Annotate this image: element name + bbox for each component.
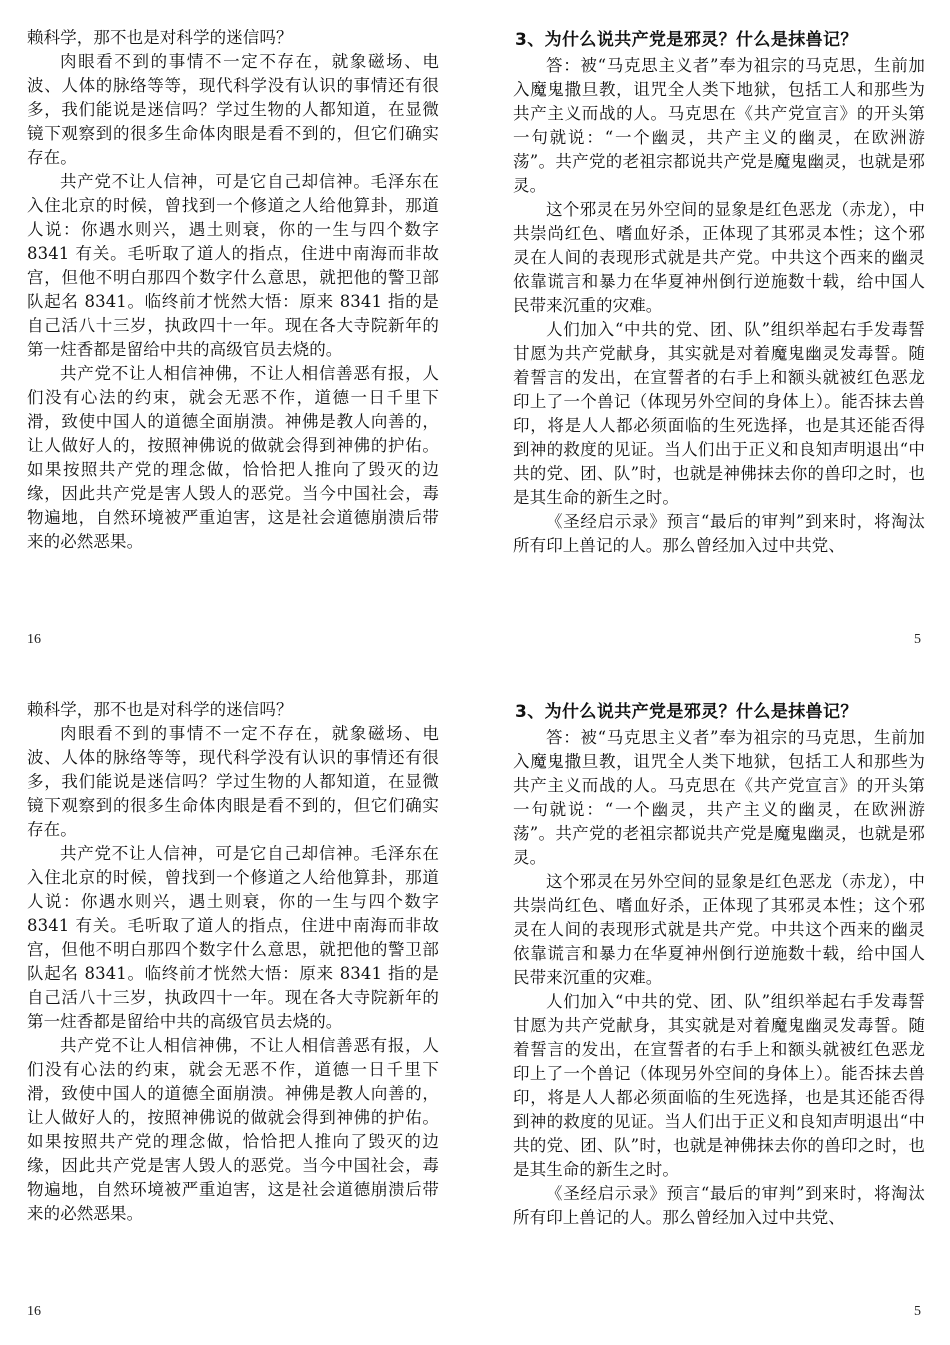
- right-page: [513, 698, 925, 1230]
- left-page: [27, 698, 439, 1226]
- body-paragraph: 答：被“马克思主义者”奉为祖宗的马克思，生前加入魔鬼撒旦教，诅咒全人类下地狱，包括工人和那些为共产主义而战的人。马克思在《共产党宣言》的开头第一句就说：“一个幽灵，共产主义的幽灵，在欧洲游荡”。共产党的老祖宗都说共产党是魔鬼幽灵，也就是邪灵。: [513, 56, 925, 195]
- body-paragraph: 共产党不让人信神，可是它自己却信神。毛泽东在入住北京的时候，曾找到一个修道之人给他算卦，那道人说：你遇水则兴，遇土则衰，你的一生与四个数字 8341 有关。毛听取了道人的指点，住进中南海而非故宫，但他不明白那四个数字什么意思，就把他的警卫部队起名 8341。临终前才恍然大悟：原来 8341 指的是自己活八十三岁，执政四十一年。现在各大寺院新年的第一炷香都是留给中共的高级官员去烧的。: [27, 844, 439, 1031]
- page-number-left: 16: [27, 632, 41, 647]
- booklet-spread-bottom: [0, 672, 950, 1344]
- page-number-right: 5: [914, 1304, 921, 1319]
- body-paragraph: 这个邪灵在另外空间的显象是红色恶龙（赤龙），中共崇尚红色、嗜血好杀，正体现了其邪灵本性；这个邪灵在人间的表现形式就是共产党。中共这个西来的幽灵依靠谎言和暴力在华夏神州倒行逆施数十载，给中国人民带来沉重的灾难。: [513, 872, 925, 987]
- body-paragraph: 共产党不让人信神，可是它自己却信神。毛泽东在入住北京的时候，曾找到一个修道之人给他算卦，那道人说：你遇水则兴，遇土则衰，你的一生与四个数字 8341 有关。毛听取了道人的指点，住进中南海而非故宫，但他不明白那四个数字什么意思，就把他的警卫部队起名 8341。临终前才恍然大悟：原来 8341 指的是自己活八十三岁，执政四十一年。现在各大寺院新年的第一炷香都是留给中共的高级官员去烧的。: [27, 172, 439, 359]
- booklet-spread-top: [0, 0, 950, 672]
- body-paragraph: 这个邪灵在另外空间的显象是红色恶龙（赤龙），中共崇尚红色、嗜血好杀，正体现了其邪灵本性；这个邪灵在人间的表现形式就是共产党。中共这个西来的幽灵依靠谎言和暴力在华夏神州倒行逆施数十载，给中国人民带来沉重的灾难。: [513, 200, 925, 315]
- body-paragraph: 《圣经启示录》预言“最后的审判”到来时，将淘汰所有印上兽记的人。那么曾经加入过中共党、: [513, 1184, 925, 1227]
- page-number-right: 5: [914, 632, 921, 647]
- body-paragraph: 答：被“马克思主义者”奉为祖宗的马克思，生前加入魔鬼撒旦教，诅咒全人类下地狱，包括工人和那些为共产主义而战的人。马克思在《共产党宣言》的开头第一句就说：“一个幽灵，共产主义的幽灵，在欧洲游荡”。共产党的老祖宗都说共产党是魔鬼幽灵，也就是邪灵。: [513, 728, 925, 867]
- body-paragraph: 人们加入“中共的党、团、队”组织举起右手发毒誓甘愿为共产党献身，其实就是对着魔鬼幽灵发毒誓。随着誓言的发出，在宣誓者的右手上和额头就被红色恶龙印上了一个兽记（体现另外空间的身体上）。能否抹去兽印，将是人人都必须面临的生死选择，也是其还能否得到神的救度的见证。当人们出于正义和良知声明退出“中共的党、团、队”时，也就是神佛抹去你的兽印之时，也是其生命的新生之时。: [513, 320, 925, 507]
- body-paragraph: 肉眼看不到的事情不一定不存在，就象磁场、电波、人体的脉络等等，现代科学没有认识的事情还有很多，我们能说是迷信吗？学过生物的人都知道，在显微镜下观察到的很多生命体肉眼是看不到的，但它们确实存在。: [27, 724, 439, 839]
- body-paragraph: 赖科学，那不也是对科学的迷信吗？: [27, 700, 293, 719]
- body-paragraph: 赖科学，那不也是对科学的迷信吗？: [27, 28, 293, 47]
- section-heading: 3、为什么说共产党是邪灵？什么是抹兽记？: [515, 30, 858, 50]
- body-paragraph: 共产党不让人相信神佛，不让人相信善恶有报，人们没有心法的约束，就会无恶不作，道德一日千里下滑，致使中国人的道德全面崩溃。神佛是教人向善的，让人做好人的，按照神佛说的做就会得到神佛的护佑。如果按照共产党的理念做，恰恰把人推向了毁灭的边缘，因此共产党是害人毁人的恶党。当今中国社会，毒物遍地，自然环境被严重迫害，这是社会道德崩溃后带来的必然恶果。: [27, 1036, 439, 1223]
- body-paragraph: 人们加入“中共的党、团、队”组织举起右手发毒誓甘愿为共产党献身，其实就是对着魔鬼幽灵发毒誓。随着誓言的发出，在宣誓者的右手上和额头就被红色恶龙印上了一个兽记（体现另外空间的身体上）。能否抹去兽印，将是人人都必须面临的生死选择，也是其还能否得到神的救度的见证。当人们出于正义和良知声明退出“中共的党、团、队”时，也就是神佛抹去你的兽印之时，也是其生命的新生之时。: [513, 992, 925, 1179]
- right-page: [513, 26, 925, 558]
- page-number-left: 16: [27, 1304, 41, 1319]
- body-paragraph: 《圣经启示录》预言“最后的审判”到来时，将淘汰所有印上兽记的人。那么曾经加入过中共党、: [513, 512, 925, 555]
- left-page: [27, 26, 439, 554]
- section-heading: 3、为什么说共产党是邪灵？什么是抹兽记？: [515, 702, 858, 722]
- body-paragraph: 共产党不让人相信神佛，不让人相信善恶有报，人们没有心法的约束，就会无恶不作，道德一日千里下滑，致使中国人的道德全面崩溃。神佛是教人向善的，让人做好人的，按照神佛说的做就会得到神佛的护佑。如果按照共产党的理念做，恰恰把人推向了毁灭的边缘，因此共产党是害人毁人的恶党。当今中国社会，毒物遍地，自然环境被严重迫害，这是社会道德崩溃后带来的必然恶果。: [27, 364, 439, 551]
- body-paragraph: 肉眼看不到的事情不一定不存在，就象磁场、电波、人体的脉络等等，现代科学没有认识的事情还有很多，我们能说是迷信吗？学过生物的人都知道，在显微镜下观察到的很多生命体肉眼是看不到的，但它们确实存在。: [27, 52, 439, 167]
